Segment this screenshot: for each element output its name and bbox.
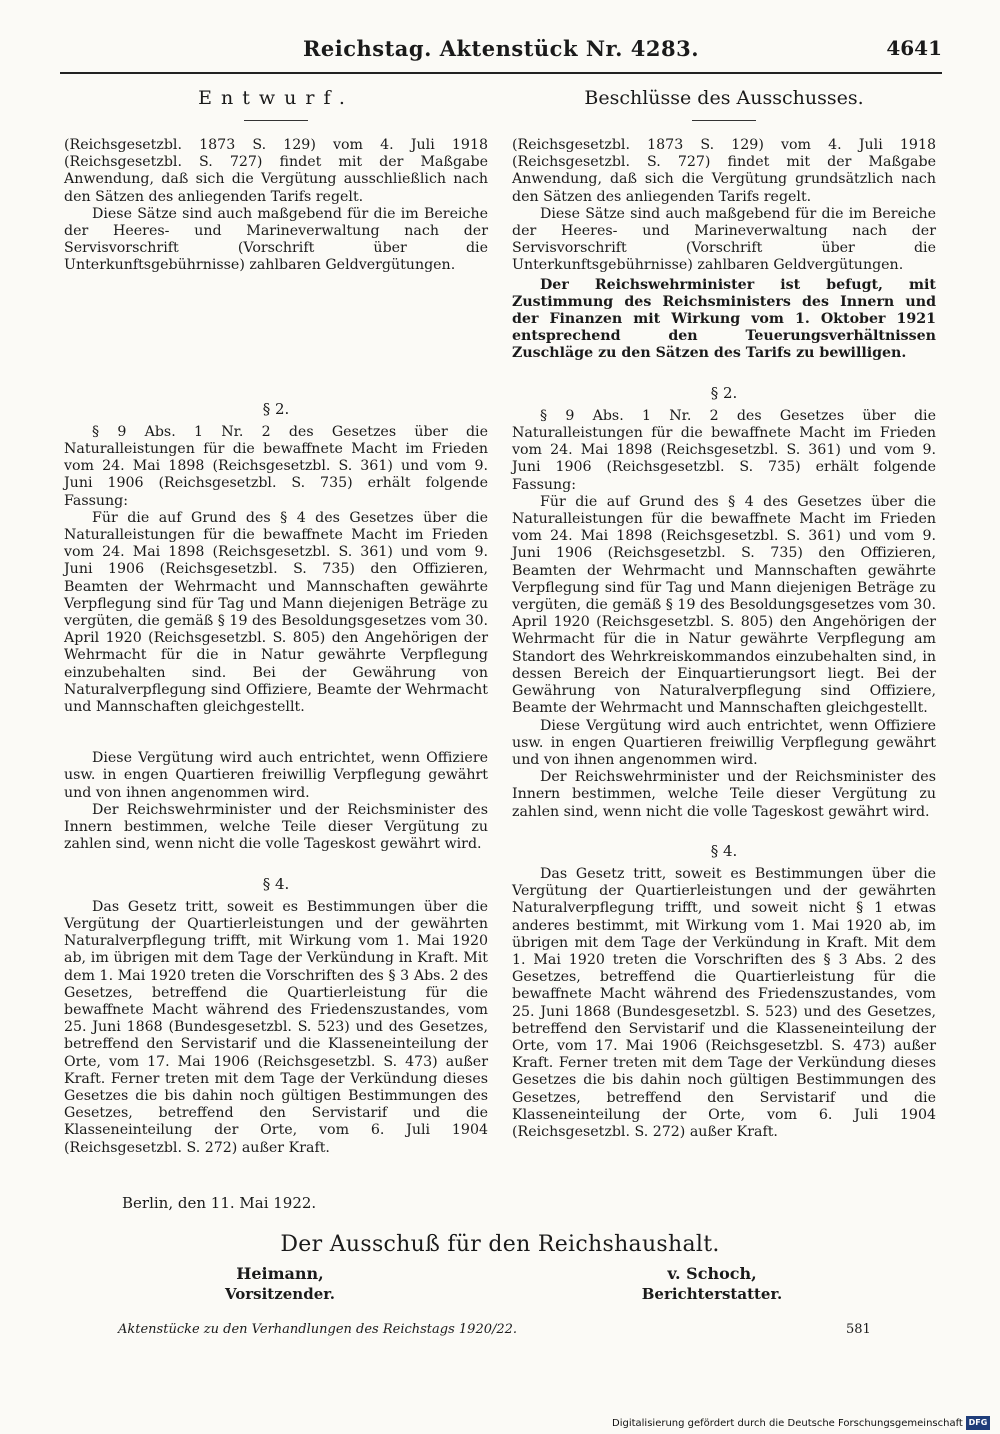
paragraph: Diese Sätze sind auch maßgebend für die im Bereiche der Heeres- und Marineverwaltung nach der Servisvorschrift (Vorschrift über die Unterkunftsgebührnisse) zahlbaren Geldvergütungen. — [64, 205, 488, 274]
header-rule — [60, 72, 942, 74]
paragraph: § 9 Abs. 1 Nr. 2 des Gesetzes über die Naturalleistungen für die bewaffnete Macht im Frieden vom 24. Mai 1898 (Reichsgesetzbl. S. 361) und vom 9. Juni 1906 (Reichsgesetzbl. S. 735) erhält folgende Fassung: — [512, 407, 936, 493]
page-header — [60, 36, 942, 70]
place-date: Berlin, den 11. Mai 1922. — [122, 1194, 317, 1212]
spacer — [64, 716, 488, 750]
section-heading: § 4. — [262, 874, 290, 893]
title-rule — [244, 120, 308, 121]
signature-role: Berichterstatter. — [641, 1285, 783, 1303]
paragraph: Das Gesetz tritt, soweit es Bestimmungen über die Vergütung der Quartierleistungen und der gewährten Naturalverpflegung trifft, und soweit nicht § 1 etwas anderes bestimmt, mit Wirkung vom 1. Mai 1920 ab, im übrigen mit dem Tage der Verkündung in Kraft. Mit dem 1. Mai 1920 treten die Vorschriften des § 3 Abs. 2 des Gesetzes, betreffend die Quartierleistung für die bewaffnete Macht während des Friedenszustandes, vom 25. Juni 1868 (Bundesgesetzbl. S. 523) und des Gesetzes, betreffend den Servistarif und die Klasseneinteilung der Orte, vom 17. Mai 1906 (Reichsgesetzbl. S. 473) außer Kraft. Ferner treten mit dem Tage der Verkündung dieses Gesetzes die bis dahin noch gültigen Bestimmungen des Gesetzes, betreffend den Servistarif und die Klasseneinteilung der Orte, vom 6. Juli 1904 (Reichsgesetzbl. S. 272) außer Kraft. — [512, 865, 936, 1140]
digitization-credit: Digitalisierung gefördert durch die Deutsche Forschungsgemeinschaft — [612, 1418, 963, 1429]
paragraph: Diese Sätze sind auch maßgebend für die im Bereiche der Heeres- und Marineverwaltung nach der Servisvorschrift (Vorschrift über die Unterkunftsgebührnisse) zahlbaren Geldvergütungen. — [512, 205, 936, 274]
column-committee-resolutions — [512, 87, 936, 1141]
section-heading: § 2. — [710, 383, 738, 402]
footer-number: 581 — [846, 1322, 871, 1337]
footer-source: Aktenstücke zu den Verhandlungen des Reichstags 1920/22. — [118, 1322, 518, 1337]
title-rule — [692, 120, 756, 121]
signature-rapporteur — [632, 1264, 792, 1304]
paragraph: Für die auf Grund des § 4 des Gesetzes über die Naturalleistungen für die bewaffnete Macht im Frieden vom 24. Mai 1898 (Reichsgesetzbl. S. 361) und vom 9. Juni 1906 (Reichsgesetzbl. S. 735) den Offizieren, Beamten der Wehrmacht und Mannschaften gewährte Verpflegung sind für Tag und Mann diejenigen Beträge zu vergüten, die gemäß § 19 des Besoldungsgesetzes vom 30. April 1920 (Reichsgesetzbl. S. 805) den Angehörigen der Wehrmacht für die in Natur gewährte Verpflegung einzubehalten sind. Bei der Gewährung von Naturalverpflegung sind Offiziere, Beamte der Wehrmacht und Mannschaften gleichgestellt. — [64, 509, 488, 716]
committee-name: Der Ausschuß für den Reichshaushalt. — [280, 1232, 720, 1257]
signature-chair — [200, 1264, 360, 1304]
signature-name: v. Schoch, — [667, 1264, 757, 1283]
paragraph: Der Reichswehrminister und der Reichsminister des Innern bestimmen, welche Teile dieser Vergütung zu zahlen sind, wenn nicht die volle Tageskost gewährt wird. — [64, 801, 488, 853]
page-number: 4641 — [886, 36, 942, 60]
paragraph: (Reichsgesetzbl. 1873 S. 129) vom 4. Juli 1918 (Reichsgesetzbl. S. 727) findet mit der Maßgabe Anwendung, daß sich die Vergütung grundsätzlich nach den Sätzen des anliegenden Tarifs regelt. — [512, 137, 936, 205]
section-heading: § 4. — [710, 841, 738, 860]
dfg-logo-icon: DFG — [966, 1416, 990, 1430]
draft-title: Entwurf. — [198, 87, 354, 109]
paragraph: Für die auf Grund des § 4 des Gesetzes über die Naturalleistungen für die bewaffnete Macht im Frieden vom 24. Mai 1898 (Reichsgesetzbl. S. 361) und vom 9. Juni 1906 (Reichsgesetzbl. S. 735) den Offizieren, Beamten der Wehrmacht und Mannschaften gewährte Verpflegung sind für Tag und Mann diejenigen Beträge zu vergüten, die gemäß § 19 des Besoldungsgesetzes vom 30. April 1920 (Reichsgesetzbl. S. 805) den Angehörigen der Wehrmacht für die in Natur gewährte Verpflegung am Standort des Wehrkreiskommandos einzubehalten sind, in dessen Bereich der Einquartierungsort liegt. Bei der Gewährung von Naturalverpflegung sind Offiziere, Beamte der Wehrmacht und Mannschaften gleichgestellt. — [512, 493, 936, 717]
paragraph: (Reichsgesetzbl. 1873 S. 129) vom 4. Juli 1918 (Reichsgesetzbl. S. 727) findet mit der Maßgabe Anwendung, daß sich die Vergütung ausschließlich nach den Sätzen des anliegenden Tarifs regelt. — [64, 137, 488, 205]
paragraph: § 9 Abs. 1 Nr. 2 des Gesetzes über die Naturalleistungen für die bewaffnete Macht im Frieden vom 24. Mai 1898 (Reichsgesetzbl. S. 361) und vom 9. Juni 1906 (Reichsgesetzbl. S. 735) erhält folgende Fassung: — [64, 423, 488, 509]
header-title: Reichstag. Aktenstück Nr. 4283. — [302, 36, 700, 61]
paragraph: Diese Vergütung wird auch entrichtet, wenn Offiziere usw. in engen Quartieren freiwillig Verpflegung gewährt und von ihnen angenommen wird. — [512, 717, 936, 768]
signature-role: Vorsitzender. — [225, 1285, 335, 1303]
spacer — [64, 275, 488, 379]
paragraph: Das Gesetz tritt, soweit es Bestimmungen über die Vergütung der Quartierleistungen und der gewährten Naturalverpflegung trifft, mit Wirkung vom 1. Mai 1920 ab, im übrigen mit dem Tage der Verkündung in Kraft. Mit dem 1. Mai 1920 treten die Vorschriften des § 3 Abs. 2 des Gesetzes, betreffend die Quartierleistung für die bewaffnete Macht während des Friedenszustandes, vom 25. Juni 1868 (Bundesgesetzbl. S. 523) und des Gesetzes, betreffend den Servistarif und die Klasseneinteilung der Orte, vom 17. Mai 1906 (Reichsgesetzbl. S. 473) außer Kraft. Ferner treten mit dem Tage der Verkündung dieses Gesetzes die bis dahin noch gültigen Bestimmungen des Gesetzes, betreffend den Servistarif und die Klasseneinteilung der Orte, vom 6. Juli 1904 (Reichsgesetzbl. S. 272) außer Kraft. — [64, 898, 488, 1156]
column-draft — [64, 87, 488, 1157]
paragraph: Diese Vergütung wird auch entrichtet, wenn Offiziere usw. in engen Quartieren freiwillig Verpflegung gewährt und von ihnen angenommen wird. — [64, 750, 488, 801]
resolutions-title: Beschlüsse des Ausschusses. — [584, 87, 864, 109]
paragraph-amendment: Der Reichswehrminister ist befugt, mit Zustimmung des Reichsministers des Innern und der Finanzen mit Wirkung vom 1. Oktober 1921 entsprechend den Teuerungsverhältnissen Zuschläge zu den Sätzen des Tarifs zu bewilligen. — [512, 276, 936, 362]
section-heading: § 2. — [262, 399, 290, 418]
signature-name: Heimann, — [236, 1264, 324, 1283]
paragraph: Der Reichswehrminister und der Reichsminister des Innern bestimmen, welche Teile dieser Vergütung zu zahlen sind, wenn nicht die volle Tageskost gewährt wird. — [512, 769, 936, 820]
